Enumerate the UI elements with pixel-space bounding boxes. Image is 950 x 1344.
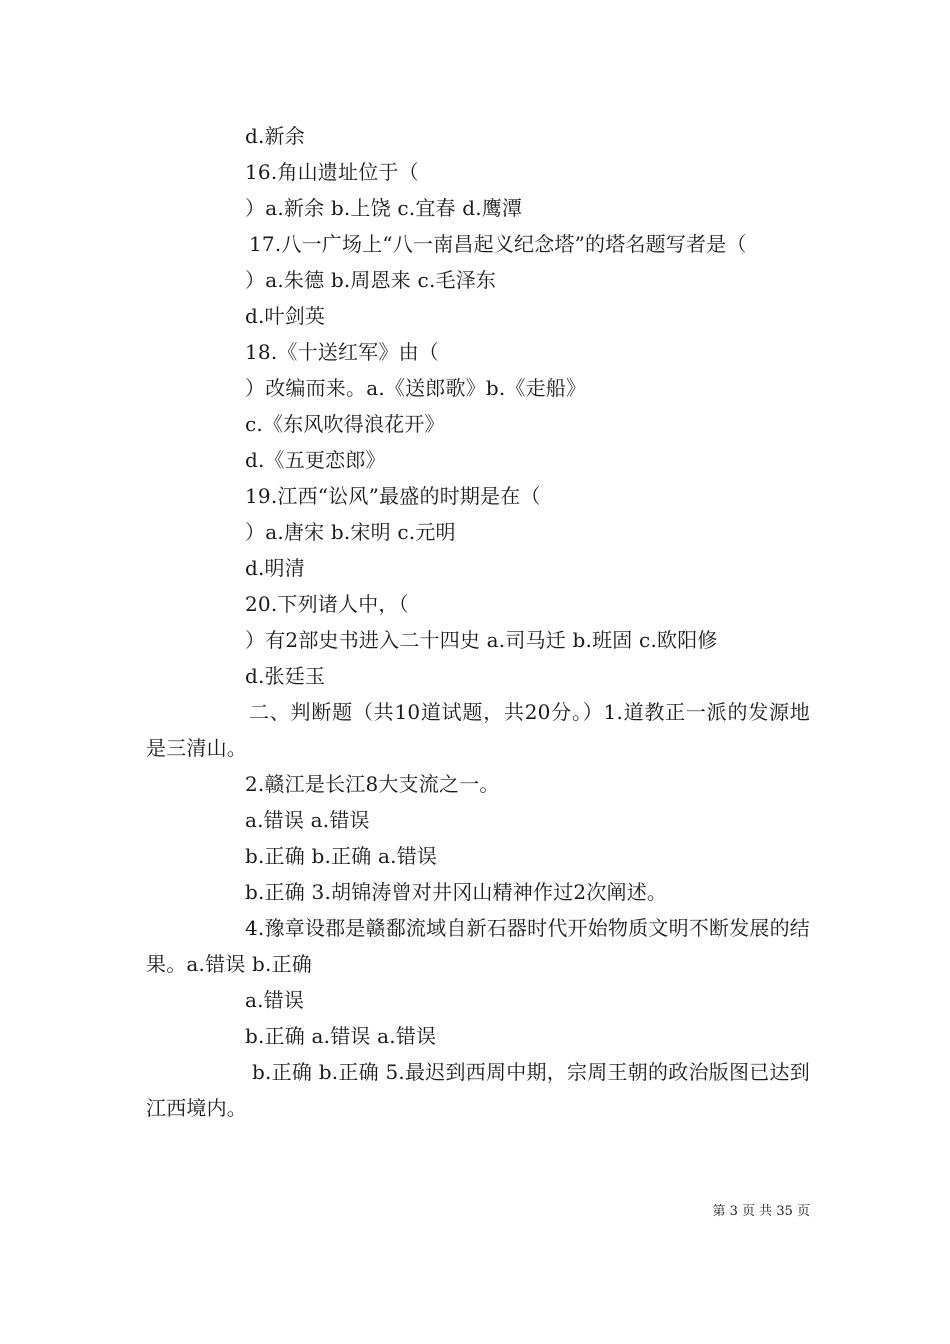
judgement-4: 4.豫章设郡是赣鄱流域自新石器时代开始物质文明不断发展的结果。a.错误 b.正确 (146, 916, 810, 976)
judgement-5: b.正确 b.正确 5.最迟到西周中期，宗周王朝的政治版图已达到江西境内。 (146, 1060, 810, 1120)
option-line: d.明清 (245, 556, 305, 580)
options-19: ）a.唐宋 b.宋明 c.元明 (245, 520, 456, 544)
options-20: ）有2部史书进入二十四史 a.司马迁 b.班固 c.欧阳修 (245, 628, 718, 652)
option-line: d.叶剑英 (245, 304, 326, 328)
section-judgement-heading: 二、判断题（共10道试题，共20分。）1.道教正一派的发源地是三清山。 (146, 700, 810, 760)
option-line: a.错误 a.错误 (245, 808, 370, 832)
option-line: b.正确 a.错误 a.错误 (245, 1024, 437, 1048)
judgement-2: 2.赣江是长江8大支流之一。 (245, 772, 500, 796)
question-17: 17.八一广场上“八一南昌起义纪念塔”的塔名题写者是（ (249, 232, 747, 256)
option-line: c.《东风吹得浪花开》 (245, 412, 445, 436)
option-line: d.《五更恋郎》 (245, 448, 386, 472)
question-16: 16.角山遗址位于（ (245, 160, 419, 184)
options-17: ）a.朱德 b.周恩来 c.毛泽东 (245, 268, 497, 292)
question-18: 18.《十送红军》由（ (245, 340, 440, 364)
option-line: b.正确 b.正确 a.错误 (245, 844, 438, 868)
options-18: ）改编而来。a.《送郎歌》b.《走船》 (245, 376, 587, 400)
option-line: a.错误 (245, 988, 305, 1012)
question-20: 20.下列诸人中，（ (245, 592, 409, 616)
options-16: ）a.新余 b.上饶 c.宜春 d.鹰潭 (245, 196, 523, 220)
page-number: 第 3 页 共 35 页 (712, 1204, 810, 1219)
judgement-3: b.正确 3.胡锦涛曾对井冈山精神作过2次阐述。 (245, 880, 668, 904)
option-line: d.张廷玉 (245, 664, 326, 688)
question-19: 19.江西“讼风”最盛的时期是在（ (245, 484, 541, 508)
document-body (146, 118, 810, 1126)
option-line: d.新余 (245, 124, 305, 148)
